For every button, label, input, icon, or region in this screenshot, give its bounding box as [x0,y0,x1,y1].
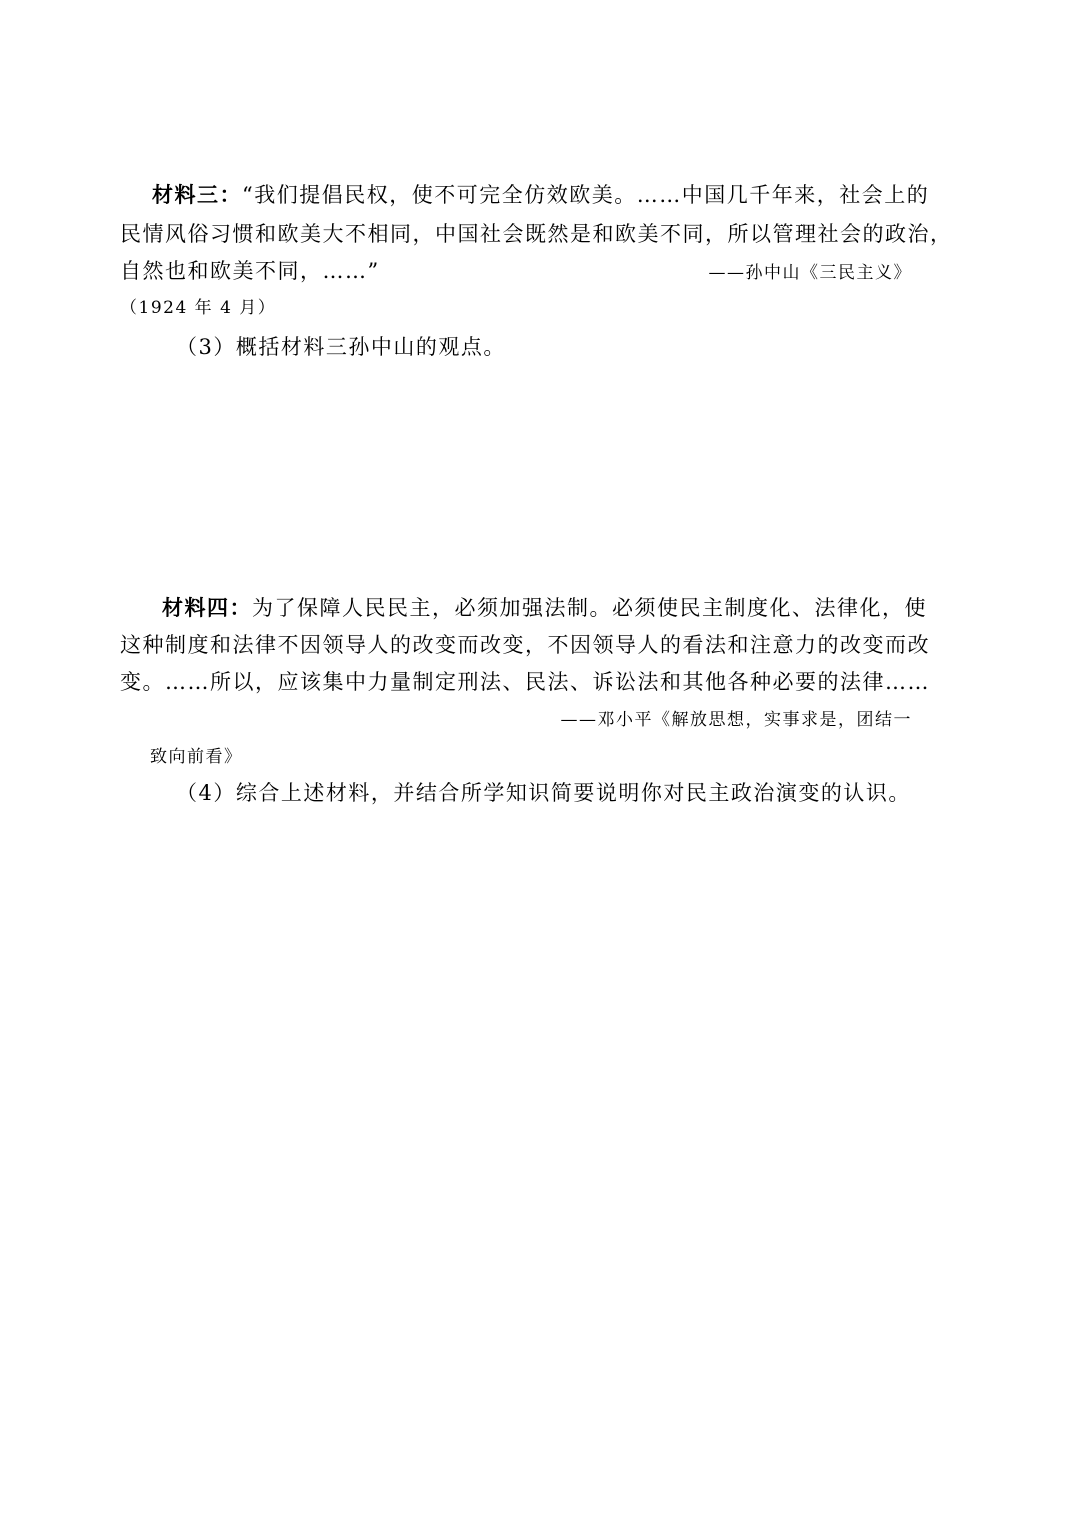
material-four-line-1 [162,593,927,623]
material-three-line-2: 民情风俗习惯和欧美大不相同，中国社会既然是和欧美不同，所以管理社会的政治， [120,222,953,246]
material-four-label: 材料四： [162,595,252,620]
material-three-line-1 [152,180,930,210]
material-three-text-1: “我们提倡民权，使不可完全仿效欧美。……中国几千年来，社会上的 [242,183,930,207]
material-four-line-2: 这种制度和法律不因领导人的改变而改变，不因领导人的看法和注意力的改变而改 [120,633,930,657]
question-three: （3）概括材料三孙中山的观点。 [176,335,506,359]
material-four-text-1: 为了保障人民民主，必须加强法制。必须使民主制度化、法律化，使 [252,596,927,620]
material-four-source-line-2: 致向前看》 [150,747,243,767]
material-four-line-3: 变。……所以，应该集中力量制定刑法、民法、诉讼法和其他各种必要的法律…… [120,670,930,694]
material-four-source-line-1: ——邓小平《解放思想，实事求是，团结一 [560,710,912,730]
material-three-line-3: 自然也和欧美不同，……” [120,259,380,283]
question-four: （4）综合上述材料，并结合所学知识简要说明你对民主政治演变的认识。 [176,781,911,805]
material-three-date: （1924 年 4 月） [120,298,277,318]
material-three-label: 材料三： [152,182,242,207]
material-three-source: ——孙中山《三民主义》 [708,263,912,283]
